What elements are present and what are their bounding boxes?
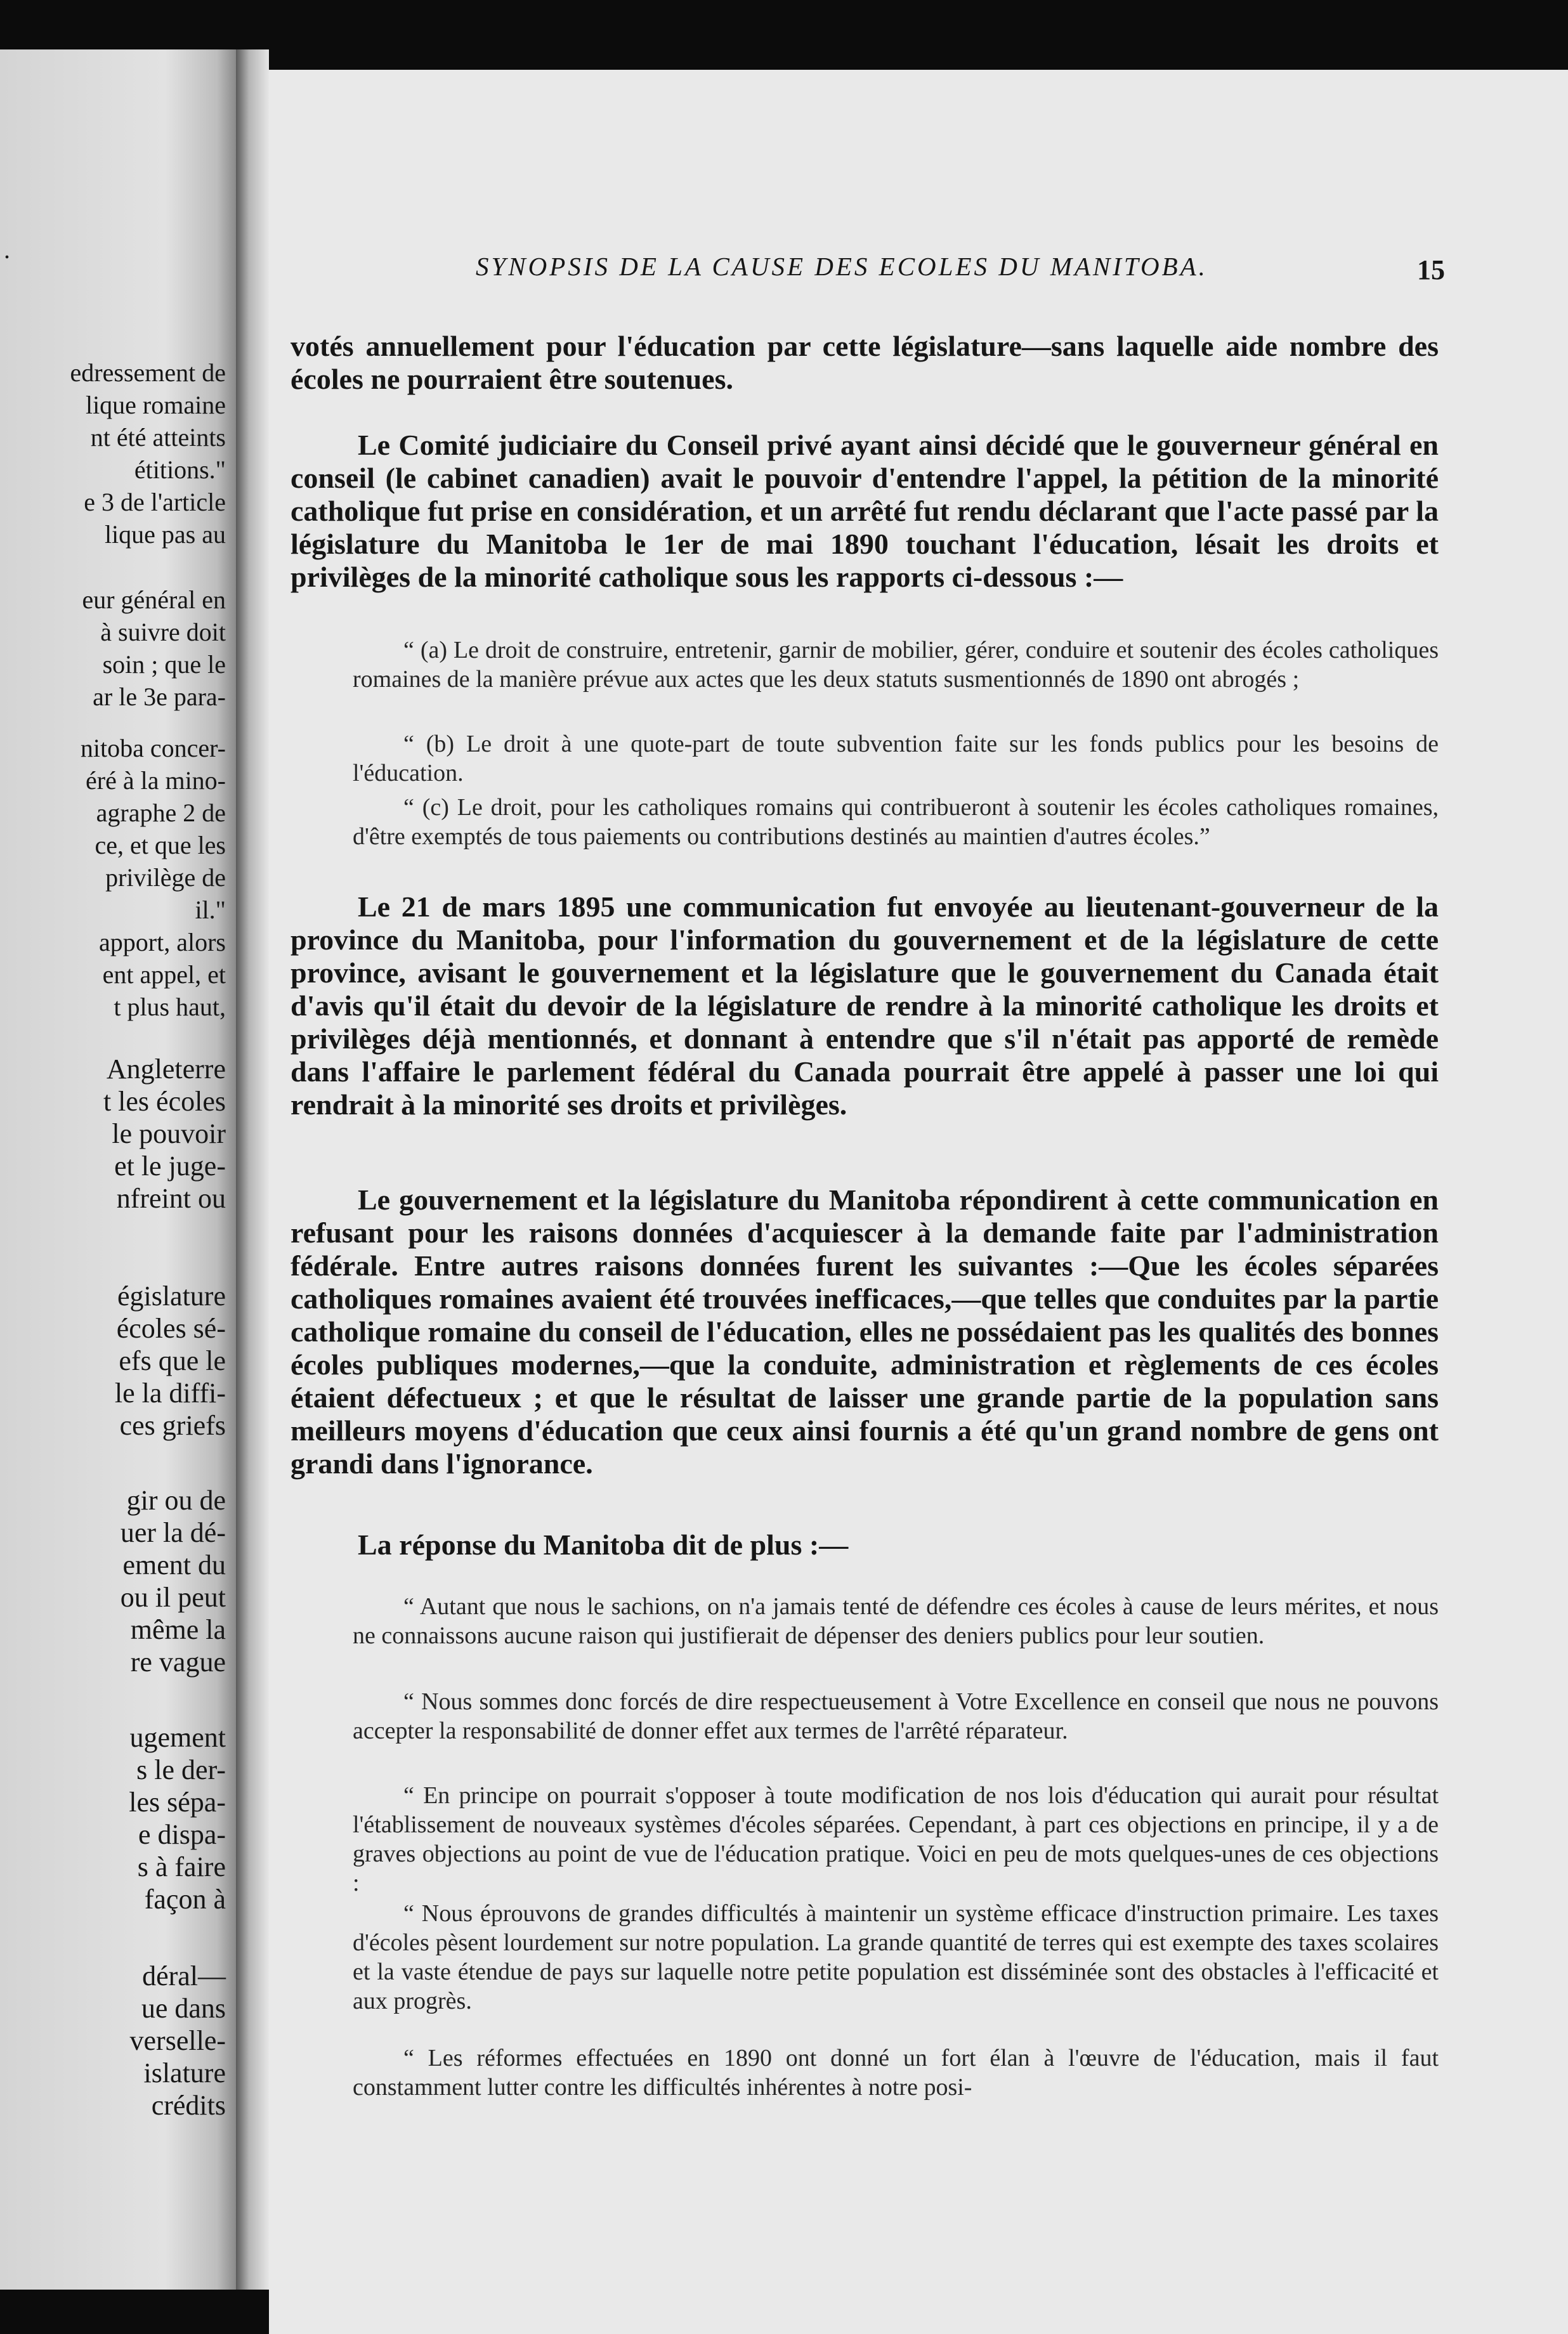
paragraph: Le gouvernement et la législature du Manitoba répondirent à cette communication en refusant pour les raisons données d'acquiescer à la demande faite par l'administration fédérale. Entre autres raisons données furent les suivantes :—Que les écoles séparées catholiques romaines avaient été trouvées inefficaces,—que telles que conduites par la partie catholique romaine du conseil de l'éducation, elles ne possédaient pas les qualités des bonnes écoles publiques modernes,—que la conduite, administration et règlements de ces écoles étaient défectueux ; et que le résultat de laisser une grande partie de la population sans meilleurs moyens d'éducation que ceux ainsi fournis a été qu'un grand nombre de gens ont grandi dans l'ignorance. (291, 1183, 1439, 1480)
paragraph: Le Comité judiciaire du Conseil privé ayant ainsi décidé que le gouverneur général en conseil (le cabinet canadien) avait le pouvoir d'entendre l'appel, la pétition de la minorité catholique fut prise en considération, et un arrêté fut rendu déclarant que l'acte passé par la législature du Manitoba le 1er de mai 1890 touchant l'éducation, lésait les droits et privilèges de la minorité catholique sous les rapports ci-dessous :— (291, 429, 1439, 593)
quoted-reply: “ Autant que nous le sachions, on n'a jamais tenté de défendre ces écoles à cause de leurs mérites, et nous ne connaissons aucune raison qui justifierait de dépenser des deniers publics pour leur soutien. (353, 1593, 1439, 1649)
facing-text-fragment: Angleterre t les écoles le pouvoir et le juge- nfreint ou (103, 1053, 226, 1214)
book-gutter (236, 49, 269, 2290)
paragraph: votés annuellement pour l'éducation par cette législature—sans laquelle aide nombre des écoles ne pourraient être soutenues. (291, 330, 1439, 395)
facing-text-fragment: ugement s le der- les sépa- e dispa- s à faire façon à (129, 1722, 226, 1915)
paragraph: Le 21 de mars 1895 une communication fut envoyée au lieutenant-gouverneur de la province du Manitoba, pour l'information du gouvernement et de la législature de cette province, avisant le gouvernement et la législature que le gouvernement du Canada était d'avis qu'il était du devoir de la législature de rendre à la minorité catholique les droits et privilèges déjà mentionnés, et donnant à entendre que s'il n'était pas apporté de remède dans l'affaire le parlement fédéral du Canada pourrait être appelé à passer une loi qui rendrait à la minorité ses droits et privilèges. (291, 890, 1439, 1121)
page-number: 15 (1417, 254, 1445, 285)
facing-text-fragment: égislature écoles sé- efs que le le la diffi- ces griefs (114, 1281, 226, 1441)
stray-mark: . (4, 235, 10, 264)
paragraph: La réponse du Manitoba dit de plus :— (358, 1529, 849, 1561)
running-title: SYNOPSIS DE LA CAUSE DES ECOLES DU MANITOBA. (476, 252, 1208, 281)
facing-text-fragment: gir ou de uer la dé- ement du ou il peut même la re vague (120, 1485, 226, 1678)
quoted-right: “ (b) Le droit à une quote-part de toute subvention faite sur les fonds publics pour les besoins de l'éducation. (353, 731, 1439, 786)
quoted-reply: “ En principe on pourrait s'opposer à toute modification de nos lois d'éducation qui aurait pour résultat l'établissement de nouveaux systèmes d'écoles séparées. Cependant, à part ces objections en principe, il y a de graves objections au point de vue de l'éducation pratique. Voici en peu de mots quelques-unes de ces objections : (353, 1782, 1439, 1896)
quoted-reply: “ Nous sommes donc forcés de dire respectueusement à Votre Excellence en conseil que nous ne pouvons accepter la responsabilité de donner effet aux termes de l'arrêté réparateur. (353, 1688, 1439, 1744)
facing-page-fragment (0, 49, 236, 2290)
page (269, 70, 1568, 2334)
facing-text-fragment: déral— ue dans verselle- islature crédits (129, 1960, 226, 2121)
quoted-right: “ (a) Le droit de construire, entretenir, garnir de mobilier, gérer, conduire et soutenir des écoles catholiques romaines de la manière prévue aux actes que les deux statuts susmentionnés de 1890 ont abrogés ; (353, 637, 1439, 693)
facing-text-fragment: nitoba concer- éré à la mino- agraphe 2 de ce, et que les privilège de il." apport, alors ent appel, et t plus haut, (80, 734, 226, 1021)
quoted-reply: “ Nous éprouvons de grandes difficultés à maintenir un système efficace d'instruction primaire. Les taxes d'écoles pèsent lourdement sur notre population. La grande quantité de terres qui est exempte des taxes scolaires et la vaste étendue de pays sur laquelle notre petite population est disséminée sont des obstacles à l'efficacité et aux progrès. (353, 1900, 1439, 2014)
quoted-right: “ (c) Le droit, pour les catholiques romains qui contribueront à soutenir les écoles catholiques romaines, d'être exemptés de tous paiements ou contributions destinés au maintien d'autres écoles.” (353, 794, 1439, 850)
quoted-reply: “ Les réformes effectuées en 1890 ont donné un fort élan à l'œuvre de l'éducation, mais il faut constamment lutter contre les difficultés inhérentes à notre posi- (353, 2045, 1439, 2101)
facing-text-fragment: edressement de lique romaine nt été atteints étitions." e 3 de l'article lique pas au (70, 358, 226, 549)
facing-text-fragment: eur général en à suivre doit soin ; que le ar le 3e para- (82, 585, 226, 711)
